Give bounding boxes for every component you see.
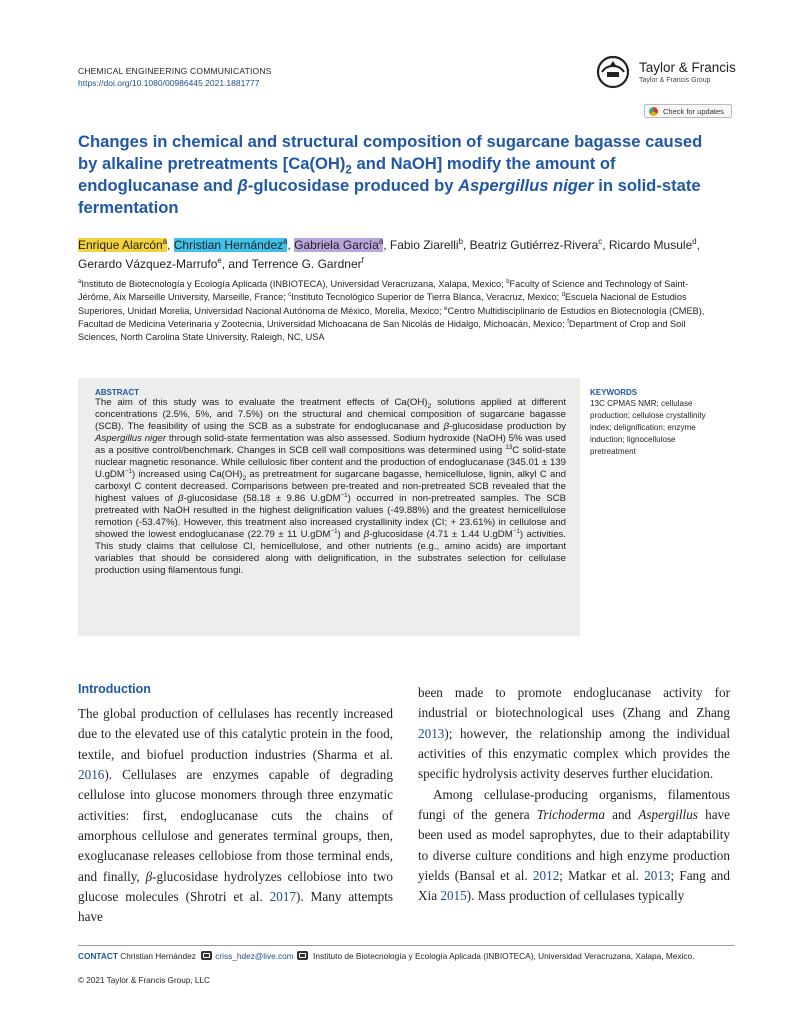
contact-label: CONTACT xyxy=(78,951,118,961)
title-text-1: Changes in chemical and structural composition of sugarcane bagasse caused by alkaline pretreatments [Ca(OH) xyxy=(78,132,703,173)
check-for-updates-label: Check for updates xyxy=(663,107,724,116)
author-separator: , xyxy=(287,238,295,252)
citation-link[interactable]: 2016 xyxy=(78,767,105,783)
abstract-heading: ABSTRACT xyxy=(95,388,139,397)
author-link[interactable]: Terrence G. Gardner$^f$ xyxy=(251,256,364,271)
author-link[interactable]: Gabriela García$^a$ xyxy=(294,237,384,252)
title-text-3: -glucosidase produced by xyxy=(247,176,459,195)
author-separator: , and xyxy=(221,257,252,271)
author-link[interactable]: Christian Hernández$^a$ xyxy=(173,237,288,252)
title-text-2: and NaOH] modify the amount of endoglucanase and xyxy=(78,154,616,195)
author-separator: , xyxy=(602,238,609,252)
title-subscript: 2 xyxy=(345,163,352,177)
introduction-heading: Introduction xyxy=(78,682,151,696)
author-link[interactable]: Gerardo Vázquez-Marrufo$^e$ xyxy=(78,256,222,271)
author-link[interactable]: Fabio Ziarelli$^b$ xyxy=(389,237,463,252)
doi-link[interactable]: https://doi.org/10.1080/00986445.2021.1881777 xyxy=(78,78,260,88)
title-species: Aspergillus niger xyxy=(458,176,594,195)
citation-link[interactable]: 2012 xyxy=(532,868,560,884)
author-separator: , xyxy=(167,238,174,252)
author-link[interactable]: Beatriz Gutiérrez-Rivera$^c$ xyxy=(469,237,603,252)
affiliations: $^a$Instituto de Biotecnología y Ecología Aplicada (INBIOTECA), Universidad Veracruzana, Xalapa, Mexico; $^b$Faculty of Science and Technology of Saint-Jérôme, Aix Marseille University, Marseille, France; $^c$Instituto Tecnológico Superior de Tierra Blanca, Veracruz, Mexico; $^d$Escuela Nacional de Estudios Superiores, Unidad Morelia, Universidad Nacional Autónoma de México, Morelia, Mexico; $^e$Centro Multidisciplinario de Estudios en Biotecnología (CMEB), Facultad de Medicina Veterinaria y Zootecnia, Universidad Michoacana de San Nicolás de Hidalgo, Michoacán, Mexico; $^f$Department of Crop and Soil Sciences, North Carolina State University, Raleigh, NC, USA xyxy=(78,278,705,343)
paragraph: Among cellulase-producing organisms, filamentous fungi of the genera Trichoderma and Aspergillus have been used as model saprophytes, due to their adaptability to diverse culture conditions and high enzyme production yields (Bansal et al. 2012; Matkar et al. 2013; Fang and Xia 2015). Mass production of cellulases typically xyxy=(418,786,730,904)
email-link[interactable]: criss_hdez@live.com xyxy=(215,951,294,961)
check-for-updates-button[interactable] xyxy=(644,104,732,118)
article-title xyxy=(78,131,718,219)
citation-link[interactable]: 2015 xyxy=(440,888,467,904)
email-icon xyxy=(201,951,212,960)
abstract-text: The aim of this study was to evaluate the treatment effects of $Ca(OH)_2$ solutions applied at different concentrations (2.5%, 5%, and 7.5%) on the structural and chemical composition of sugarcane bagasse (SCB). The feasibility of using the SCB as a substrate for endoglucanase and β-glucosidase production by Aspergillus niger through solid-state fermentation was also assessed. Sodium hydroxide (NaOH) 5% was used as a positive control/benchmark. Changes in SCB cell wall compositions was determined using $^{13}$C solid-state nuclear magnetic resonance. While cellulosic fiber content and the production of endoglucanase (345.01 ± 139 U.gDM$^{-1}$) increased using $Ca(OH)_2$ as pretreatment for sugarcane bagasse, hemicellulose, lignin, alkyl C and carboxyl C content decreased. Comparisons between pre-treated and non-pretreated SCB revealed that the highest values of β-glucosidase (58.18 ± 9.86 U.gDM$^{-1}$) occurred in non-pretreated samples. The SCB pretreated with NaOH resulted in the highest delignification values (-49.88%) and the greatest hemicellulose remotion (-53.47%). However, this treatment also increased crystallinity index (CI; + 23.61%) in cellulose and showed the lowest endoglucanase (22.79 ± 11 U.gDM$^{-1}$) and β-glucosidase (4.71 ± 1.44 U.gDM$^{-1}$) activities. This study claims that cellulose CI, hemicellulose, and other nutrients (e.g., amino acids) are important variables that should be considered along with delignification, in the substrates selection for cellulase production using filamentous fungi. xyxy=(95,397,567,576)
citation-link[interactable]: 2013 xyxy=(644,868,671,884)
body-column-left: The global production of cellulases has recently increased due to the elevated use of this catalytic protein in the food, textile, and biofuel production industries (Sharma et al. 2016). Cellulases are enzymes capable of degrading cellulose into glucose monomers through three enzymatic activities: first, endoglucanase cuts the chains of amorphous cellulose and generates terminal groups, then, exoglucanase releases cellobiose from those terminal ends, and finally, β-glucosidase hydrolyzes cellobiose into two glucose molecules (Shrotri et al. 2017). Many attempts have xyxy=(78,706,394,925)
author-link[interactable]: Ricardo Musule$^d$ xyxy=(608,237,697,252)
author-link[interactable]: Enrique Alarcón$^a$ xyxy=(78,237,168,252)
paragraph: been made to promote endoglucanase activity for industrial or biotechnological uses (Zhang and Zhang 2013); however, the relationship among the individual activities of this enzymatic complex which provides the specific hydrolysis activity deserves further elucidation. xyxy=(418,685,730,782)
citation-link[interactable]: 2017 xyxy=(269,889,297,905)
copyright: © 2021 Taylor & Francis Group, LLC xyxy=(78,976,210,985)
title-text-4: in solid-state fermentation xyxy=(78,176,701,217)
address-icon xyxy=(297,951,308,960)
title-beta: β xyxy=(237,176,248,195)
author-separator: , xyxy=(462,238,470,252)
body-column-right xyxy=(418,683,730,907)
publisher-group: Taylor & Francis Group xyxy=(639,77,711,84)
author-list xyxy=(78,236,718,274)
author-separator: , xyxy=(696,238,700,252)
author-separator: , xyxy=(383,238,390,252)
publisher-name: Taylor & Francis xyxy=(639,60,736,75)
contact-info: CONTACT Christian Hernández criss_hdez@live.com Instituto de Biotecnología y Ecología Aplicada (INBIOTECA), Universidad Veracruzana, Xalapa, Mexico. xyxy=(78,951,695,961)
keywords-heading: KEYWORDS xyxy=(590,388,638,397)
citation-link[interactable]: 2013 xyxy=(418,725,445,741)
crossmark-icon xyxy=(649,107,658,116)
journal-name: CHEMICAL ENGINEERING COMMUNICATIONS xyxy=(78,66,272,76)
keywords-text: 13C CPMAS NMR; cellulase production; cellulose crystallinity index; delignification; enzyme induction; lignocellulose pretreatment xyxy=(590,399,706,456)
footer-divider xyxy=(78,945,734,946)
